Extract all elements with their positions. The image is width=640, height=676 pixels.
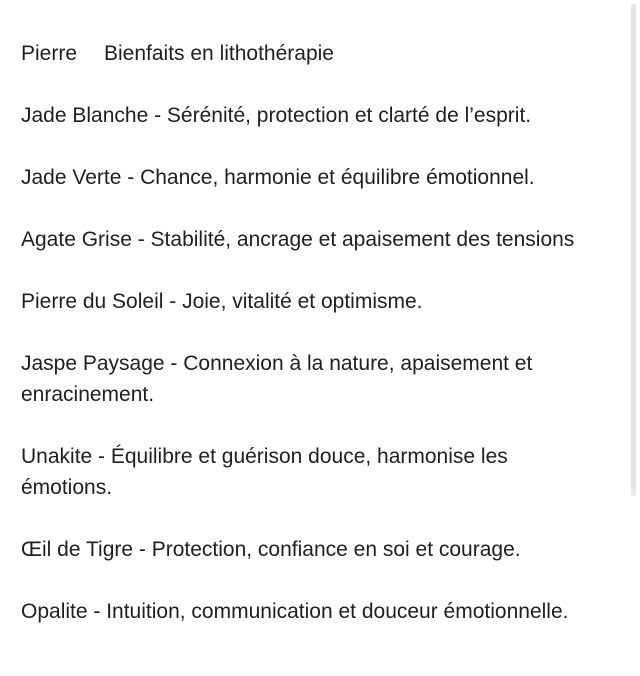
- stone-entry-jaspe-paysage: [21, 348, 625, 410]
- entry-text: Œil de Tigre - Protection, confiance en soi et courage.: [21, 538, 521, 561]
- benefits-column-header: Bienfaits en lithothérapie: [104, 42, 334, 65]
- entry-text: Opalite - Intuition, communication et douceur émotionnelle.: [21, 600, 569, 623]
- table-header: [21, 38, 625, 69]
- entry-text: Agate Grise - Stabilité, ancrage et apaisement des tensions: [21, 228, 575, 251]
- stone-entry-jade-blanche: [21, 100, 625, 131]
- entry-text: Jade Blanche - Sérénité, protection et clarté de l’esprit.: [21, 104, 532, 127]
- entry-text: Unakite - Équilibre et guérison douce, harmonise les: [21, 445, 508, 468]
- document-body: [21, 38, 625, 658]
- scrollbar-thumb[interactable]: [631, 4, 636, 496]
- entry-text-continued: enracinement.: [21, 383, 155, 406]
- entry-text: Pierre du Soleil - Joie, vitalité et optimisme.: [21, 290, 423, 313]
- stone-column-header: Pierre: [21, 42, 78, 65]
- stone-entry-pierre-du-soleil: [21, 286, 625, 317]
- stone-entry-unakite: [21, 441, 625, 503]
- entry-text: Jade Verte - Chance, harmonie et équilibre émotionnel.: [21, 166, 535, 189]
- stone-entry-agate-grise: [21, 224, 625, 255]
- entry-text: Jaspe Paysage - Connexion à la nature, apaisement et: [21, 352, 533, 375]
- stone-entry-oeil-de-tigre: [21, 534, 625, 565]
- entry-text-continued: émotions.: [21, 476, 113, 499]
- stone-entry-opalite: [21, 596, 625, 627]
- stone-entry-jade-verte: [21, 162, 625, 193]
